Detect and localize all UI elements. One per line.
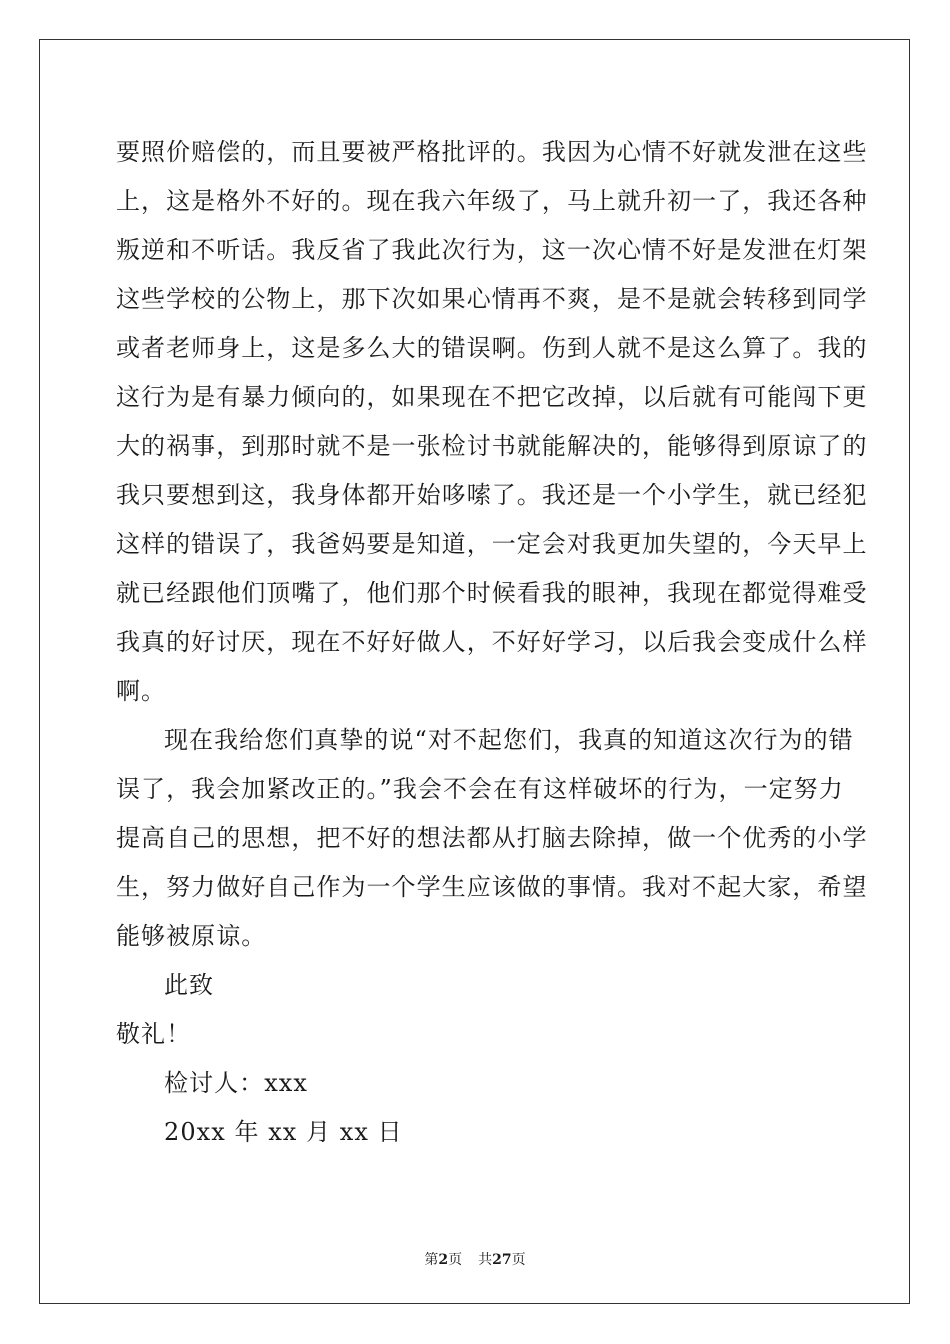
date: 20xx 年 xx 月 xx 日: [164, 1118, 403, 1146]
text-line: 能够被原谅。: [116, 922, 267, 950]
text-line: 现在我给您们真挚的说“对不起您们，我真的知道这次行为的错: [164, 726, 854, 754]
text-line: 大的祸事，到那时就不是一张检讨书就能解决的，能够得到原谅了的: [116, 432, 868, 460]
text-line: 就已经跟他们顶嘴了，他们那个时候看我的眼神，我现在都觉得难受: [116, 579, 868, 607]
text-line: 这行为是有暴力倾向的，如果现在不把它改掉，以后就有可能闯下更: [116, 383, 868, 411]
text-line: 要照价赔偿的，而且要被严格批评的。我因为心情不好就发泄在这些: [116, 138, 868, 166]
text-line: 我只要想到这，我身体都开始哆嗦了。我还是一个小学生，就已经犯: [116, 481, 868, 509]
text-line: 这样的错误了，我爸妈要是知道，一定会对我更加失望的，今天早上: [116, 530, 868, 558]
text-line: 我真的好讨厌，现在不好好做人，不好好学习，以后我会变成什么样: [116, 628, 868, 656]
total-suffix: 页: [511, 1252, 526, 1268]
closing-salutation: 此致: [164, 971, 215, 999]
text-line: 提高自己的思想，把不好的想法都从打脑去除掉，做一个优秀的小学: [116, 824, 868, 852]
document-body: [116, 128, 868, 1157]
text-line: 上，这是格外不好的。现在我六年级了，马上就升初一了，我还各种: [116, 187, 868, 215]
text-line: 或者老师身上，这是多么大的错误啊。伤到人就不是这么算了。我的: [116, 334, 868, 362]
page-footer: [0, 1249, 950, 1269]
signer: 检讨人：xxx: [164, 1069, 308, 1097]
text-line: 生，努力做好自己作为一个学生应该做的事情。我对不起大家，希望: [116, 873, 868, 901]
text-line: 啊。: [116, 677, 167, 705]
page-current: 2: [438, 1252, 449, 1268]
page-suffix: 页: [448, 1252, 463, 1268]
page-prefix: 第: [424, 1252, 439, 1268]
text-line: 叛逆和不听话。我反省了我此次行为，这一次心情不好是发泄在灯架: [116, 236, 868, 264]
page-total: 27: [492, 1252, 512, 1268]
text-line: 这些学校的公物上，那下次如果心情再不爽，是不是就会转移到同学: [116, 285, 868, 313]
closing-respect: 敬礼！: [116, 1020, 192, 1048]
paragraph-2: [116, 716, 868, 961]
paragraph-1: [116, 128, 868, 716]
text-line: 误了，我会加紧改正的。”我会不会在有这样破坏的行为，一定努力: [116, 775, 844, 803]
total-prefix: 共: [478, 1252, 493, 1268]
